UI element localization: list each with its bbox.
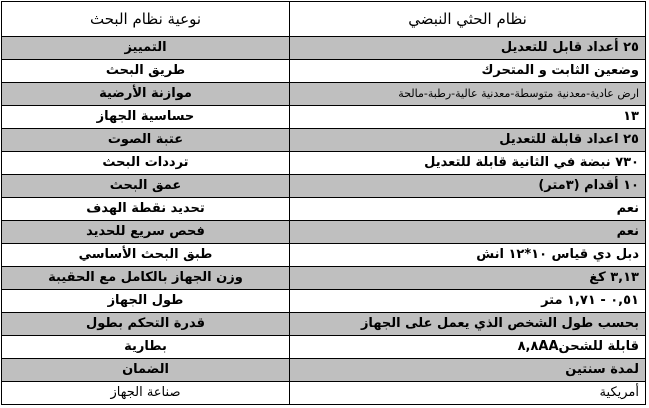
table-row (2, 152, 646, 175)
header-value-cell: نظام الحثي النبضي (290, 2, 646, 37)
table-row (2, 60, 646, 83)
value-cell: ١٠ أقدام (٣متر) (290, 175, 646, 198)
value-cell: وضعين الثابت و المتحرك (290, 60, 646, 83)
value-cell: نعم (290, 221, 646, 244)
value-cell: ٠,٥١ - ١,٧١ متر (290, 290, 646, 313)
value-cell: ٧٣٠ نبضة في الثانية قابلة للتعديل (290, 152, 646, 175)
table-row (2, 290, 646, 313)
spec-table (1, 1, 646, 405)
table-row (2, 359, 646, 382)
table-row (2, 244, 646, 267)
feature-cell: الضمان (2, 359, 290, 382)
table-row (2, 382, 646, 405)
feature-cell: حساسية الجهاز (2, 106, 290, 129)
table-header-row (2, 2, 646, 37)
table-row (2, 313, 646, 336)
feature-cell: قدرة التحكم بطول (2, 313, 290, 336)
value-cell: ١٣ (290, 106, 646, 129)
feature-cell: طبق البحث الأساسي (2, 244, 290, 267)
value-cell: دبل دي قياس ١٠*١٢ انش (290, 244, 646, 267)
table-row (2, 336, 646, 359)
feature-cell: صناعة الجهاز (2, 382, 290, 405)
value-cell: ٢٥ اعداد قابلة للتعديل (290, 129, 646, 152)
table-row (2, 175, 646, 198)
value-cell: قابلة للشحن٨,٨AA (290, 336, 646, 359)
feature-cell: ترددات البحث (2, 152, 290, 175)
table-row (2, 221, 646, 244)
table-row (2, 37, 646, 60)
value-cell: ٢٥ أعداد قابل للتعديل (290, 37, 646, 60)
value-cell: أمريكية (290, 382, 646, 405)
table-row (2, 106, 646, 129)
table-row (2, 198, 646, 221)
value-cell: بحسب طول الشخص الذي يعمل على الجهاز (290, 313, 646, 336)
feature-cell: عتبة الصوت (2, 129, 290, 152)
table-row (2, 83, 646, 106)
feature-cell: طول الجهاز (2, 290, 290, 313)
value-cell: ٣,١٣ كغ (290, 267, 646, 290)
value-cell: لمدة سنتين (290, 359, 646, 382)
feature-cell: موازنة الأرضية (2, 83, 290, 106)
feature-cell: التمييز (2, 37, 290, 60)
feature-cell: وزن الجهاز بالكامل مع الحقيبة (2, 267, 290, 290)
table-row (2, 129, 646, 152)
feature-cell: بطارية (2, 336, 290, 359)
header-feature-cell: نوعية نظام البحث (2, 2, 290, 37)
feature-cell: فحص سريع للحديد (2, 221, 290, 244)
feature-cell: طريق البحث (2, 60, 290, 83)
table-row (2, 267, 646, 290)
value-cell: ارض عادية-معدنية متوسطة-معدنية عالية-رطبة-مالحة (290, 83, 646, 106)
value-cell: نعم (290, 198, 646, 221)
feature-cell: عمق البحث (2, 175, 290, 198)
feature-cell: تحديد نقطة الهدف (2, 198, 290, 221)
